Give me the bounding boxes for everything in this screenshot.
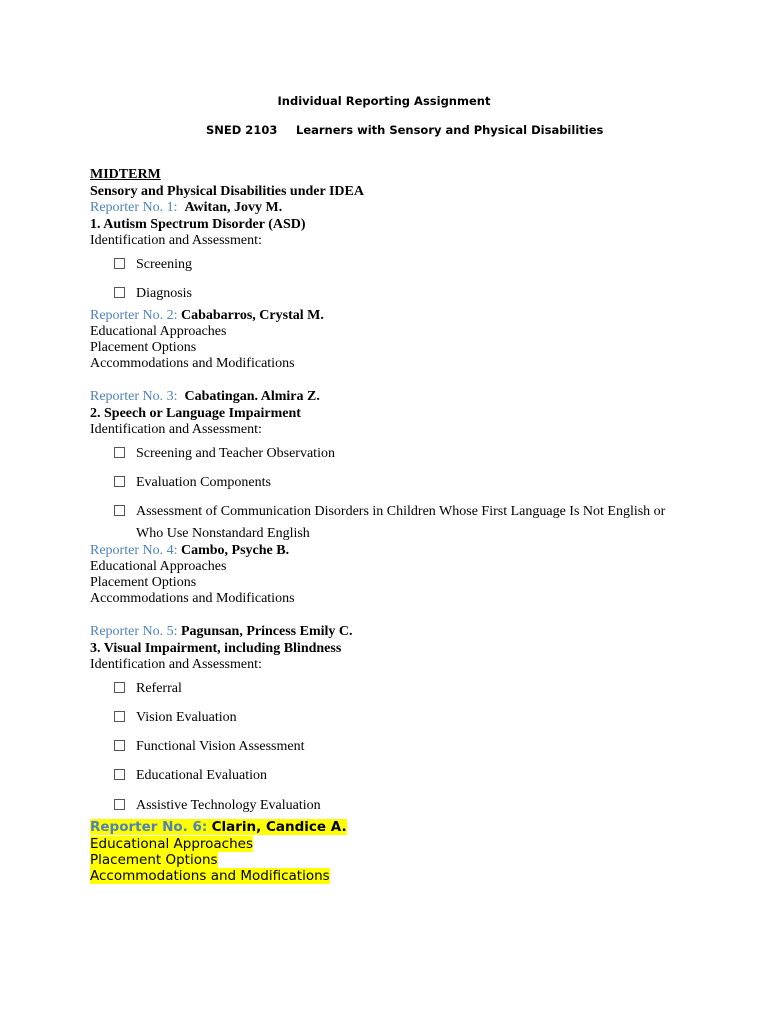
- reporter-label: Reporter No. 2:: [90, 308, 178, 323]
- checkbox-bullet-icon: [114, 799, 125, 810]
- list-item: Assessment of Communication Disorders in Children Whose First Language Is Not English or: [114, 504, 665, 520]
- list-item: Screening and Teacher Observation: [114, 446, 335, 462]
- reporter-label: Reporter No. 3:: [90, 389, 178, 404]
- identification-label: Identification and Assessment:: [90, 422, 262, 437]
- document-title: Individual Reporting Assignment: [277, 94, 491, 108]
- course-code: SNED 2103: [206, 123, 278, 137]
- educational-label: Educational Approaches: [90, 324, 227, 339]
- list-item: Assistive Technology Evaluation: [114, 798, 321, 814]
- reporter-6-highlighted: [90, 819, 347, 835]
- checkbox-bullet-icon: [114, 711, 125, 722]
- reporter-name: Pagunsan, Princess Emily C.: [180, 624, 353, 639]
- reporter-name: Cabatingan. Almira Z.: [184, 389, 320, 404]
- list-item: Evaluation Components: [114, 475, 271, 491]
- checkbox-bullet-icon: [114, 447, 125, 458]
- list-item: Vision Evaluation: [114, 710, 237, 726]
- checkbox-bullet-icon: [114, 505, 125, 516]
- placement-label-highlighted: Placement Options: [90, 852, 218, 868]
- disability-heading: 2. Speech or Language Impairment: [90, 406, 301, 421]
- checkbox-bullet-icon: [114, 287, 125, 298]
- list-item: Referral: [114, 681, 182, 697]
- reporter-name: Cababarros, Crystal M.: [180, 308, 324, 323]
- accommodations-label: Accommodations and Modifications: [90, 356, 295, 371]
- disability-heading: 1. Autism Spectrum Disorder (ASD): [90, 217, 306, 232]
- reporter-label: Reporter No. 4:: [90, 543, 178, 558]
- list-item-continuation: Who Use Nonstandard English: [136, 526, 310, 541]
- checkbox-bullet-icon: [114, 258, 125, 269]
- educational-label: Educational Approaches: [90, 559, 227, 574]
- checkbox-bullet-icon: [114, 476, 125, 487]
- accommodations-label-highlighted: Accommodations and Modifications: [90, 868, 330, 884]
- reporter-3: [90, 389, 320, 405]
- term-heading: MIDTERM: [90, 167, 161, 182]
- reporter-label: Reporter No. 6:: [90, 819, 208, 835]
- accommodations-label: Accommodations and Modifications: [90, 591, 295, 606]
- reporter-name: Cambo, Psyche B.: [180, 543, 290, 558]
- reporter-name: Awitan, Jovy M.: [184, 200, 283, 215]
- identification-label: Identification and Assessment:: [90, 233, 262, 248]
- course-name: Learners with Sensory and Physical Disabilities: [296, 123, 604, 137]
- reporter-name: Clarin, Candice A.: [211, 819, 347, 835]
- list-item: Functional Vision Assessment: [114, 739, 304, 755]
- reporter-label: Reporter No. 1:: [90, 200, 178, 215]
- checkbox-bullet-icon: [114, 682, 125, 693]
- list-item: Educational Evaluation: [114, 768, 267, 784]
- reporter-2: [90, 308, 324, 324]
- placement-label: Placement Options: [90, 575, 197, 590]
- disability-heading: 3. Visual Impairment, including Blindness: [90, 641, 342, 656]
- reporter-1: [90, 200, 282, 216]
- list-item: Screening: [114, 257, 192, 273]
- topic-heading: Sensory and Physical Disabilities under IDEA: [90, 184, 364, 199]
- reporter-4: [90, 543, 289, 559]
- reporter-label: Reporter No. 5:: [90, 624, 178, 639]
- checkbox-bullet-icon: [114, 769, 125, 780]
- checkbox-bullet-icon: [114, 740, 125, 751]
- placement-label: Placement Options: [90, 340, 197, 355]
- reporter-5: [90, 624, 353, 640]
- identification-label: Identification and Assessment:: [90, 657, 262, 672]
- list-item: Diagnosis: [114, 286, 192, 302]
- educational-label-highlighted: Educational Approaches: [90, 836, 254, 852]
